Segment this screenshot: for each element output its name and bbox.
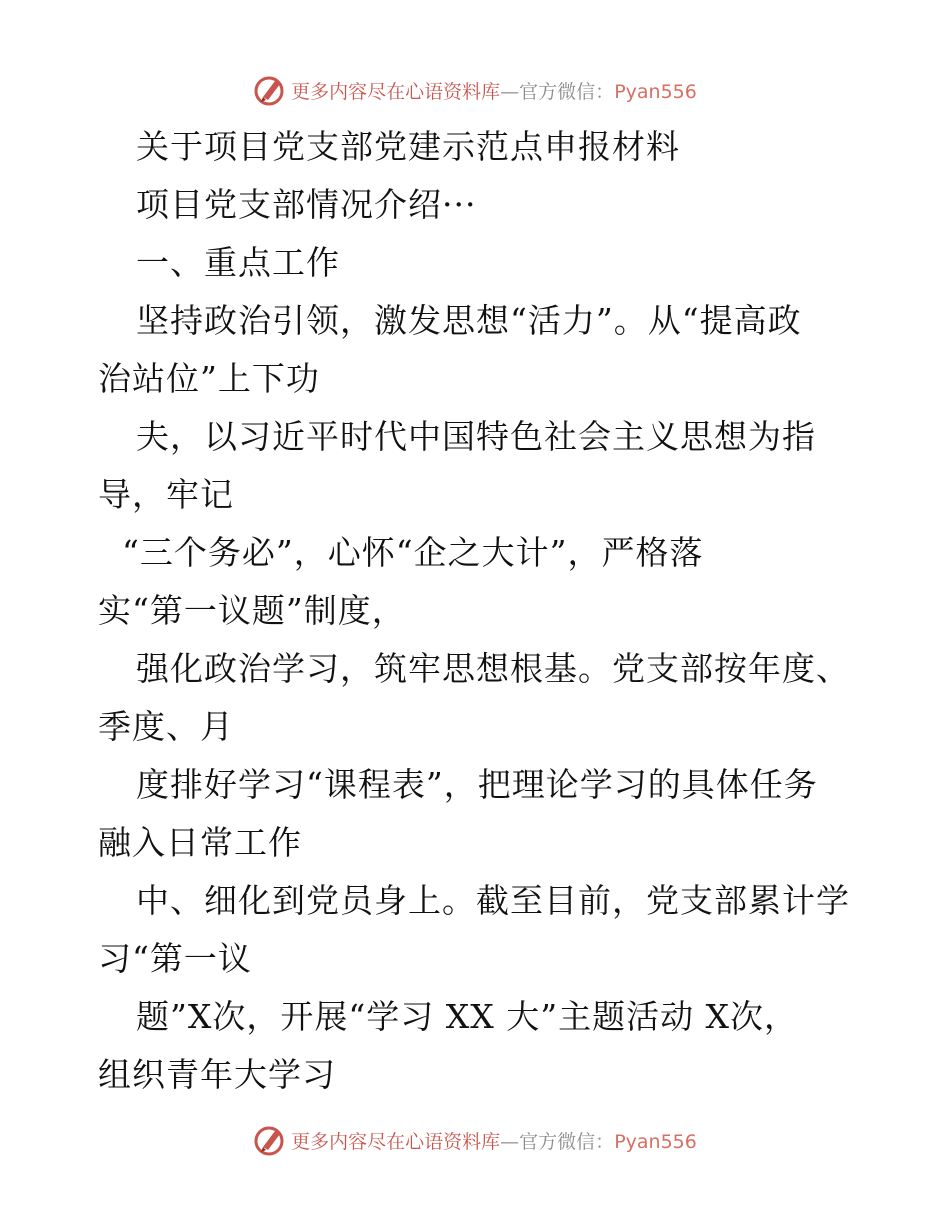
section-heading: 一、重点工作: [136, 243, 340, 282]
paragraph-line: 题”X次，开展“学习 XX 大”主题活动 X次，: [136, 997, 799, 1036]
paragraph-line: 融入日常工作: [98, 823, 302, 862]
paragraph-line: 中、细化到党员身上。截至目前，党支部累计学: [136, 881, 850, 920]
footer-banner: [0, 1120, 950, 1160]
paragraph-line: “三个务必”，心怀“企之大计”，严格落: [122, 533, 704, 572]
pen-logo-icon: [253, 73, 287, 107]
doc-subtitle: 项目党支部情况介绍···: [136, 185, 477, 224]
pen-logo-icon: [253, 1123, 287, 1157]
paragraph-line: 坚持政治引领，激发思想“活力”。从“提高政: [136, 301, 802, 340]
paragraph-line: 季度、月: [98, 707, 234, 746]
header-banner: [0, 70, 950, 110]
paragraph-line: 导，牢记: [98, 475, 234, 514]
paragraph-line: 夫，以习近平时代中国特色社会主义思想为指: [136, 417, 816, 456]
paragraph-line: 治站位”上下功: [98, 359, 320, 398]
document-body: [98, 118, 868, 1104]
doc-title: 关于项目党支部党建示范点申报材料: [136, 127, 680, 166]
paragraph-line: 度排好学习“课程表”，把理论学习的具体任务: [136, 765, 818, 804]
banner-text: 更多内容尽在心语资料库—官方微信：Pyan556: [291, 1130, 697, 1153]
paragraph-line: 强化政治学习，筑牢思想根基。党支部按年度、: [136, 649, 850, 688]
paragraph-line: 习“第一议: [98, 939, 252, 978]
paragraph-line: 实“第一议题”制度，: [98, 591, 406, 630]
banner-text: 更多内容尽在心语资料库—官方微信：Pyan556: [291, 80, 697, 103]
paragraph-line: 组织青年大学习: [98, 1055, 336, 1094]
